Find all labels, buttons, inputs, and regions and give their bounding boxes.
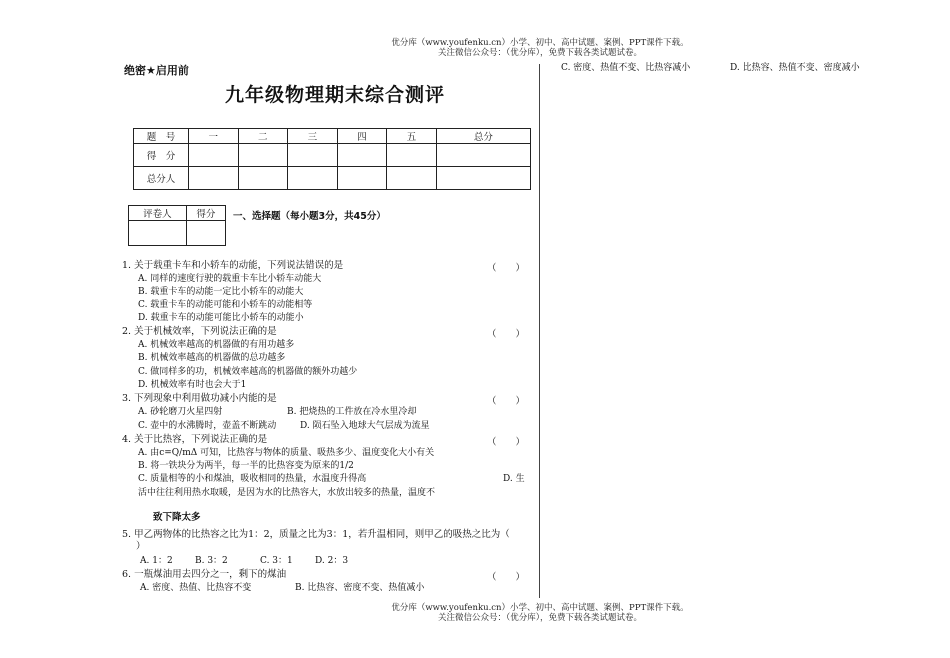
q2-stem: 2. 关于机械效率，下列说法正确的是 [122, 326, 277, 337]
q4-option-c: C. 质量相等的小和煤油，吸收相同的热量，水温度升得高 [138, 474, 367, 484]
q4-option-d-cont: 活中往往利用热水取暖，是因为水的比热容大，水放出较多的热量，温度不 [138, 488, 436, 498]
score-row-label: 得 分 [134, 144, 189, 167]
q6-answer-paren: （ ） [487, 572, 526, 583]
score-header-5: 五 [387, 129, 437, 144]
q1-option-c: C. 载重卡车的动能可能和小轿车的动能相等 [138, 300, 313, 310]
q3-option-a: A. 砂轮磨刀火星四射 [138, 407, 223, 417]
q6-option-d: D. 比热容、热值不变、密度减小 [730, 63, 860, 73]
grader-score-header: 得分 [186, 206, 225, 221]
q3-option-d: D. 陨石坠入地球大气层成为流星 [300, 421, 430, 431]
scorer-cell[interactable] [189, 167, 239, 190]
score-cell[interactable] [337, 144, 387, 167]
secret-label: 绝密★启用前 [124, 64, 189, 77]
q6-option-c: C. 密度、热值不变、比热容减小 [561, 63, 691, 73]
column-divider [539, 64, 540, 598]
score-header-label: 题 号 [134, 129, 189, 144]
q6-option-b: B. 比热容、密度不变、热值减小 [295, 583, 425, 593]
score-header-total: 总分 [436, 129, 530, 144]
scorer-cell[interactable] [436, 167, 530, 190]
q1-option-b: B. 载重卡车的动能一定比小轿车的动能大 [138, 287, 304, 297]
score-cell[interactable] [387, 144, 437, 167]
q5-option-b: B. 3：2 [195, 556, 228, 566]
q3-stem: 3. 下列现象中利用做功减小内能的是 [122, 393, 277, 404]
q5-option-a: A. 1：2 [140, 556, 173, 566]
scorer-cell[interactable] [337, 167, 387, 190]
q4-option-d-end: 致下降太多 [153, 512, 201, 523]
score-header-4: 四 [337, 129, 387, 144]
grader-score-cell[interactable] [186, 221, 225, 246]
score-header-1: 一 [189, 129, 239, 144]
q4-option-b: B. 将一铁块分为两半，每一半的比热容变为原来的1/2 [138, 461, 354, 471]
q5-stem: 5. 甲乙两物体的比热容之比为1：2，质量之比为3：1，若升温相同，则甲乙的吸热之比为（ [122, 529, 510, 540]
q2-option-c: C. 做同样多的功，机械效率越高的机器做的额外功越少 [138, 367, 358, 377]
q3-option-b: B. 把烧热的工件放在冷水里冷却 [287, 407, 417, 417]
q4-answer-paren: （ ） [487, 437, 526, 448]
q6-stem: 6. 一瓶煤油用去四分之一，剩下的煤油 [122, 569, 287, 580]
scorer-cell[interactable] [387, 167, 437, 190]
q5-option-c: C. 3：1 [260, 556, 293, 566]
grader-header: 评卷人 [129, 206, 187, 221]
score-cell[interactable] [189, 144, 239, 167]
score-cell[interactable] [436, 144, 530, 167]
q2-option-b: B. 机械效率越高的机器做的总功越多 [138, 353, 286, 363]
page-title: 九年级物理期末综合测评 [225, 84, 446, 106]
q2-answer-paren: （ ） [487, 329, 526, 340]
section-heading: 一、选择题（每小题3分，共45分） [233, 211, 386, 222]
scorer-cell[interactable] [238, 167, 288, 190]
q4-option-d-start: D. 生 [503, 474, 525, 484]
score-table [133, 128, 531, 190]
q6-option-a: A. 密度、热值、比热容不变 [140, 583, 252, 593]
scorer-cell[interactable] [288, 167, 338, 190]
q4-stem: 4. 关于比热容，下列说法正确的是 [122, 434, 268, 445]
q5-option-d: D. 2：3 [315, 556, 349, 566]
footer-line-1: 优分库（www.youfenku.cn）小学、初中、高中试题、案例、PPT课件下载。 [391, 603, 689, 613]
score-cell[interactable] [238, 144, 288, 167]
score-header-2: 二 [238, 129, 288, 144]
header-line-1: 优分库（www.youfenku.cn）小学、初中、高中试题、案例、PPT课件下载。 [391, 38, 689, 48]
score-cell[interactable] [288, 144, 338, 167]
q2-option-a: A. 机械效率越高的机器做的有用功越多 [138, 340, 295, 350]
q1-option-d: D. 载重卡车的动能可能比小轿车的动能小 [138, 313, 304, 323]
q5-stem-end: ） [136, 541, 146, 552]
scorer-row-label: 总分人 [134, 167, 189, 190]
q1-option-a: A. 同样的速度行驶的载重卡车比小轿车动能大 [138, 274, 322, 284]
header-line-2: 关注微信公众号：（优分库），免费下载各类试题试卷。 [437, 48, 642, 58]
q2-option-d: D. 机械效率有时也会大于1 [138, 380, 247, 390]
footer-line-2: 关注微信公众号：（优分库），免费下载各类试题试卷。 [437, 613, 642, 623]
q1-stem: 1. 关于载重卡车和小轿车的动能，下列说法错误的是 [122, 260, 344, 271]
q3-option-c: C. 壶中的水沸腾时，壶盖不断跳动 [138, 421, 277, 431]
grader-cell[interactable] [129, 221, 187, 246]
grader-table [128, 205, 226, 246]
score-header-3: 三 [288, 129, 338, 144]
q3-answer-paren: （ ） [487, 396, 526, 407]
q1-answer-paren: （ ） [487, 263, 526, 274]
q4-option-a: A. 由c=Q/mΔ 可知，比热容与物体的质量、吸热多少、温度变化大小有关 [138, 448, 435, 458]
